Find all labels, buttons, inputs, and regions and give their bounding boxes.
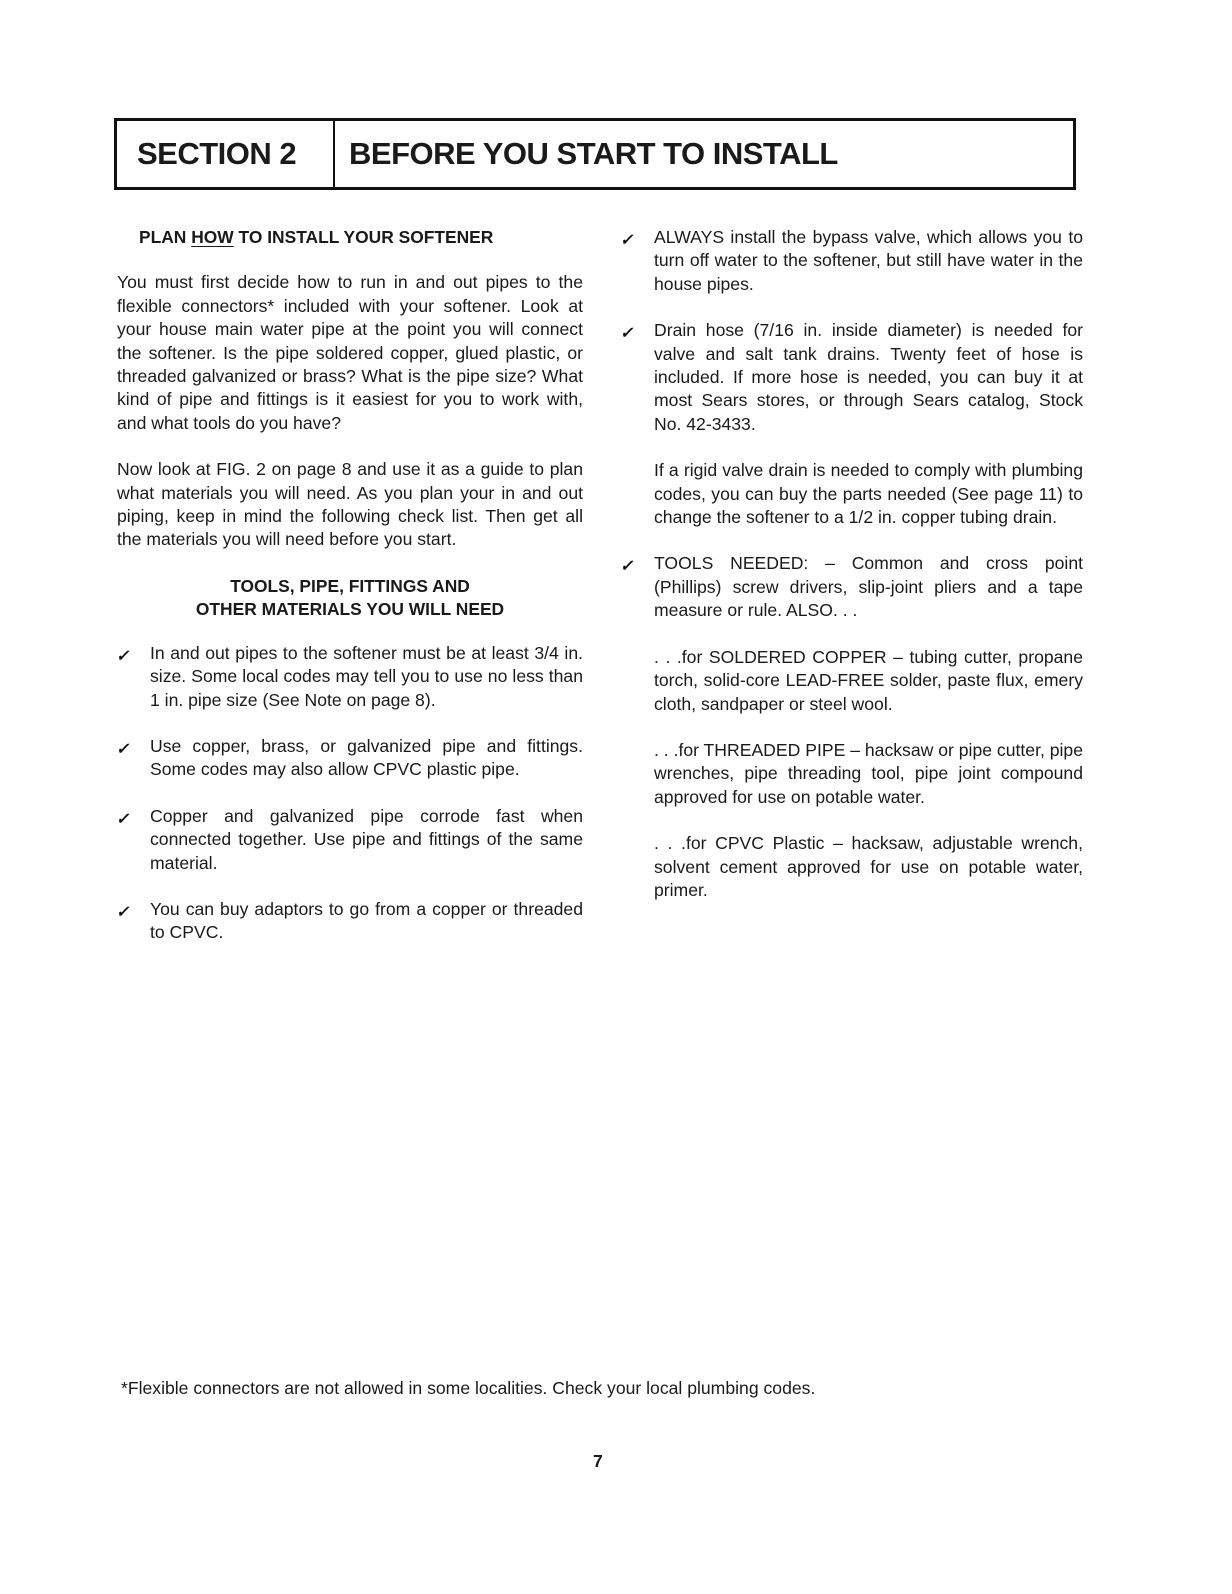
checkmark-icon: ✓ <box>115 903 133 921</box>
check-item-pipe-size: ✓ In and out pipes to the softener must be at least 3/4 in. size. Some local codes may tell you to use no less than 1 in. pipe size (See Note on page 8). <box>115 642 583 710</box>
tools-cpvc-plastic: . . .for CPVC Plastic – hacksaw, adjustable wrench, solvent cement approved for use on potable water, primer. <box>654 833 1083 900</box>
section-header <box>114 118 1076 190</box>
plan-paragraph-1: You must first decide how to run in and out pipes to the flexible connectors* included with your softener. Look at your house main water pipe at the point you will connect the softener. Is the pipe soldered copper, glued plastic, or threaded galvanized or brass? What is the pipe size? What kind of pipe and fittings is it easiest for you to work with, and what tools do you have? <box>117 272 583 433</box>
check-item-tools-needed: ✓ TOOLS NEEDED: – Common and cross point (Phillips) screw drivers, slip-joint pliers and a tape measure or rule. ALSO. . . <box>619 553 1083 621</box>
tools-soldered-copper: . . .for SOLDERED COPPER – tubing cutter, propane torch, solid-core LEAD-FREE solder, paste flux, emery cloth, sandpaper or steel wool. <box>654 646 1083 714</box>
rigid-drain-note: If a rigid valve drain is needed to comply with plumbing codes, you can buy the parts needed (See page 11) to change the softener to a 1/2 in. copper tubing drain. <box>654 460 1083 528</box>
right-column <box>621 226 1083 925</box>
footnote: *Flexible connectors are not allowed in some localities. Check your local plumbing codes. <box>121 1378 816 1398</box>
checkmark-icon: ✓ <box>115 647 133 665</box>
check-item-adaptors: ✓ You can buy adaptors to go from a copper or threaded to CPVC. <box>115 898 583 943</box>
checkmark-icon: ✓ <box>619 325 637 343</box>
checkmark-icon: ✓ <box>619 232 637 249</box>
plan-heading: PLAN HOW TO INSTALL YOUR SOFTENER <box>139 227 494 247</box>
materials-heading: TOOLS, PIPE, FITTINGS AND OTHER MATERIALS YOU WILL NEED <box>195 575 505 620</box>
checkmark-icon: ✓ <box>115 740 133 758</box>
left-column <box>117 226 583 968</box>
check-item-drain-hose: ✓ Drain hose (7/16 in. inside diameter) is needed for valve and salt tank drains. Twenty feet of hose is included. If more hose is needed, you can buy it at most Sears stores, or through Sears catalog, Stock No. 42-3433. <box>619 320 1083 434</box>
page-number: 7 <box>593 1451 603 1471</box>
checkmark-icon: ✓ <box>115 810 133 828</box>
plan-paragraph-2: Now look at FIG. 2 on page 8 and use it as a guide to plan what materials you will need. As you plan your in and out piping, keep in mind the following check list. Then get all the materials you will need before you start. <box>117 459 583 550</box>
check-item-corrosion: ✓ Copper and galvanized pipe corrode fast when connected together. Use pipe and fittings of the same material. <box>115 805 583 873</box>
tools-threaded-pipe: . . .for THREADED PIPE – hacksaw or pipe cutter, pipe wrenches, pipe threading tool, pipe joint compound approved for use on potable water. <box>654 739 1083 807</box>
checkmark-icon: ✓ <box>619 558 637 576</box>
check-item-pipe-material: ✓ Use copper, brass, or galvanized pipe and fittings. Some codes may also allow CPVC plastic pipe. <box>115 735 583 780</box>
plan-heading-underlined: HOW <box>191 227 234 247</box>
section-title: BEFORE YOU START TO INSTALL <box>349 136 838 171</box>
section-number: SECTION 2 <box>117 121 335 187</box>
check-item-bypass-valve: ✓ ALWAYS install the bypass valve, which allows you to turn off water to the softener, but still have water in the house pipes. <box>619 227 1083 294</box>
